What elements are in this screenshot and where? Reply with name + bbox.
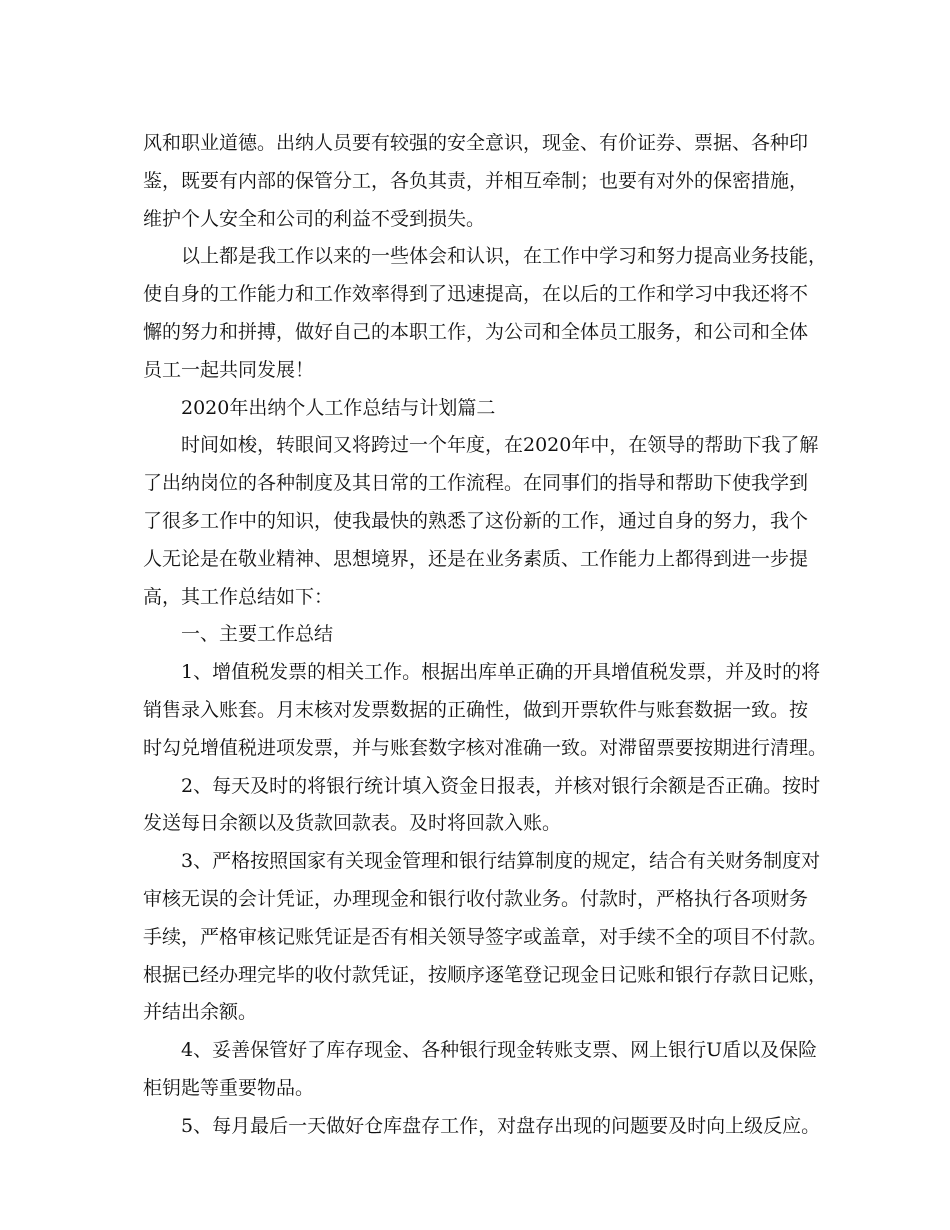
text-line: 销售录入账套。月末核对发票数据的正确性，做到开票软件与账套数据一致。按 [143, 698, 809, 721]
text-line: 以上都是我工作以来的一些体会和认识，在工作中学习和努力提高业务技能， [181, 245, 828, 268]
text-line: 员工一起共同发展！ [143, 358, 315, 381]
text-line: 人无论是在敬业精神、思想境界，还是在业务素质、工作能力上都得到进一步提 [143, 547, 809, 570]
text-line: 时勾兑增值税进项发票，并与账套数字核对准确一致。对滞留票要按期进行清理。 [143, 736, 828, 759]
text-line: 5、每月最后一天做好仓库盘存工作，对盘存出现的问题要及时向上级反应。 [181, 1114, 821, 1137]
text-line: 高，其工作总结如下： [143, 585, 334, 608]
text-line: 手续，严格审核记账凭证是否有相关领导签字或盖章，对手续不全的项目不付款。 [143, 925, 828, 948]
text-line: 4、妥善保管好了库存现金、各种银行现金转账支票、网上银行U盾以及保险 [181, 1039, 818, 1062]
text-line: 并结出余额。 [143, 1001, 258, 1024]
text-line: 2、每天及时的将银行统计填入资金日报表，并核对银行余额是否正确。按时 [181, 774, 821, 797]
text-line: 3、严格按照国家有关现金管理和银行结算制度的规定，结合有关财务制度对 [181, 850, 821, 873]
text-line: 时间如梭，转眼间又将跨过一个年度，在2020年中，在领导的帮助下我了解 [181, 434, 819, 457]
text-line: 1、增值税发票的相关工作。根据出库单正确的开具增值税发票，并及时的将 [181, 661, 821, 684]
text-line: 根据已经办理完毕的收付款凭证，按顺序逐笔登记现金日记账和银行存款日记账， [143, 963, 828, 986]
text-line: 了很多工作中的知识，使我最快的熟悉了这份新的工作，通过自身的努力，我个 [143, 509, 809, 532]
text-line: 鉴，既要有内部的保管分工，各负其责，并相互牵制；也要有对外的保密措施， [143, 169, 809, 192]
text-line: 审核无误的会计凭证，办理现金和银行收付款业务。付款时，严格执行各项财务 [143, 887, 809, 910]
document-body [143, 125, 828, 1146]
text-line: 柜钥匙等重要物品。 [143, 1076, 315, 1099]
text-line: 了出纳岗位的各种制度及其日常的工作流程。在同事们的指导和帮助下使我学到 [143, 472, 809, 495]
text-line: 发送每日余额以及货款回款表。及时将回款入账。 [143, 812, 562, 835]
text-line: 懈的努力和拼搏，做好自己的本职工作，为公司和全体员工服务，和公司和全体 [143, 320, 809, 343]
section-heading: 2020年出纳个人工作总结与计划篇二 [181, 396, 496, 419]
text-line: 使自身的工作能力和工作效率得到了迅速提高，在以后的工作和学习中我还将不 [143, 283, 809, 306]
text-line: 风和职业道德。出纳人员要有较强的安全意识，现金、有价证券、票据、各种印 [143, 132, 809, 154]
text-line: 维护个人安全和公司的利益不受到损失。 [143, 207, 486, 230]
section-heading: 一、主要工作总结 [181, 623, 334, 646]
